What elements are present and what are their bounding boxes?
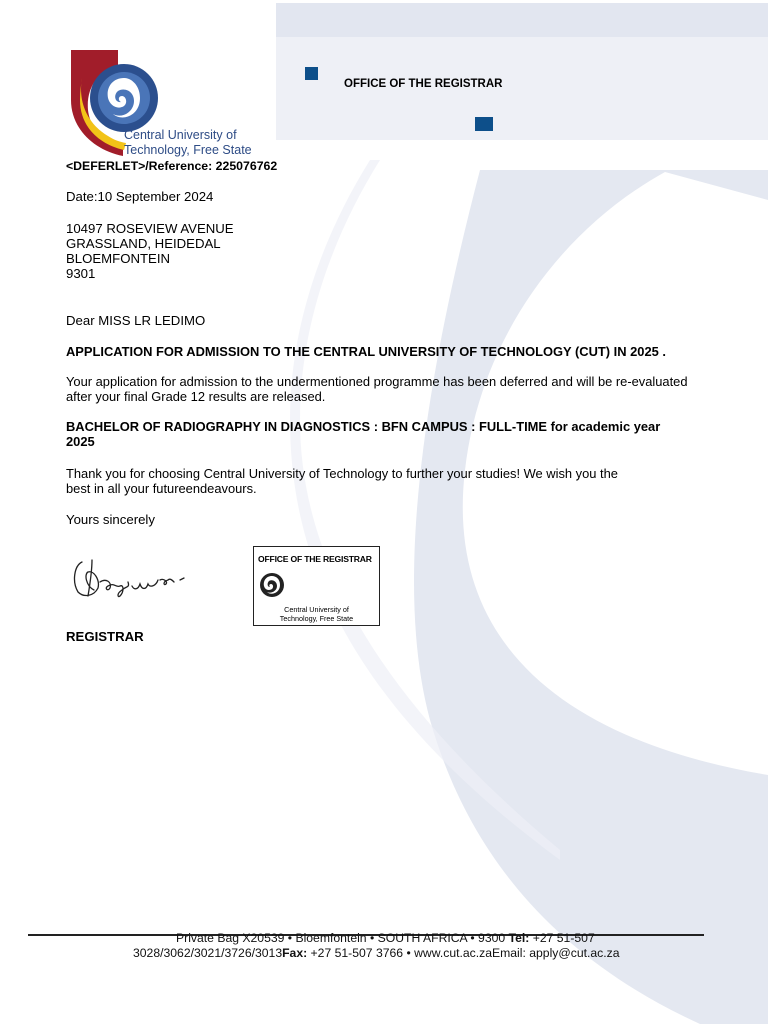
footer-tel-label: Tel: bbox=[508, 931, 530, 945]
address-line: 10497 ROSEVIEW AVENUE bbox=[66, 221, 234, 236]
stamp-title: OFFICE OF THE REGISTRAR bbox=[258, 554, 372, 564]
programme-line: BACHELOR OF RADIOGRAPHY IN DIAGNOSTICS : BFN CAMPUS : FULL-TIME for academic year bbox=[66, 419, 661, 434]
stamp-caption bbox=[254, 605, 379, 623]
reference-line: <DEFERLET>/Reference: 225076762 bbox=[66, 159, 278, 173]
logo-wordmark bbox=[124, 128, 252, 158]
body-line: Thank you for choosing Central University of Technology to further your studies! We wish you the bbox=[66, 466, 618, 481]
footer-fax-label: Fax: bbox=[282, 946, 308, 960]
decorative-square bbox=[305, 67, 318, 80]
stamp-line-2: Technology, Free State bbox=[279, 614, 354, 623]
footer-line-1 bbox=[176, 931, 595, 945]
letter-subject: APPLICATION FOR ADMISSION TO THE CENTRAL UNIVERSITY OF TECHNOLOGY (CUT) IN 2025 . bbox=[66, 344, 666, 359]
body-line: Your application for admission to the undermentioned programme has been deferred and will be re-evaluated bbox=[66, 374, 688, 389]
stamp-line-1: Central University of bbox=[284, 605, 349, 614]
footer-tel-extensions: 3028/3062/3021/3726/3013 bbox=[133, 946, 283, 960]
registrar-stamp bbox=[253, 546, 380, 626]
office-heading: OFFICE OF THE REGISTRAR bbox=[344, 78, 503, 90]
decorative-square bbox=[475, 117, 493, 131]
footer-tel-value: +27 51-507 bbox=[529, 931, 595, 945]
letter-date: Date:10 September 2024 bbox=[66, 189, 214, 204]
footer-contact: +27 51-507 3766 • www.cut.ac.zaEmail: apply@cut.ac.za bbox=[307, 946, 620, 960]
signature bbox=[70, 552, 205, 602]
programme-line: 2025 bbox=[66, 434, 95, 449]
address-line: GRASSLAND, HEIDEDAL bbox=[66, 236, 221, 251]
logo-line-1: Central University of bbox=[124, 128, 237, 142]
footer-line-2 bbox=[133, 946, 620, 960]
salutation: Dear MISS LR LEDIMO bbox=[66, 313, 206, 328]
address-line: BLOEMFONTEIN bbox=[66, 251, 171, 266]
stamp-logo-icon bbox=[258, 571, 286, 599]
body-line: best in all your futureendeavours. bbox=[66, 481, 257, 496]
address-line: 9301 bbox=[66, 266, 96, 281]
footer-address: Private Bag X20539 • Bloemfontein • SOUTH AFRICA • 9300 bbox=[176, 931, 509, 945]
logo-line-2: Technology, Free State bbox=[124, 143, 252, 157]
body-line: after your final Grade 12 results are released. bbox=[66, 389, 326, 404]
signatory-title: REGISTRAR bbox=[66, 629, 144, 644]
closing: Yours sincerely bbox=[66, 512, 155, 527]
